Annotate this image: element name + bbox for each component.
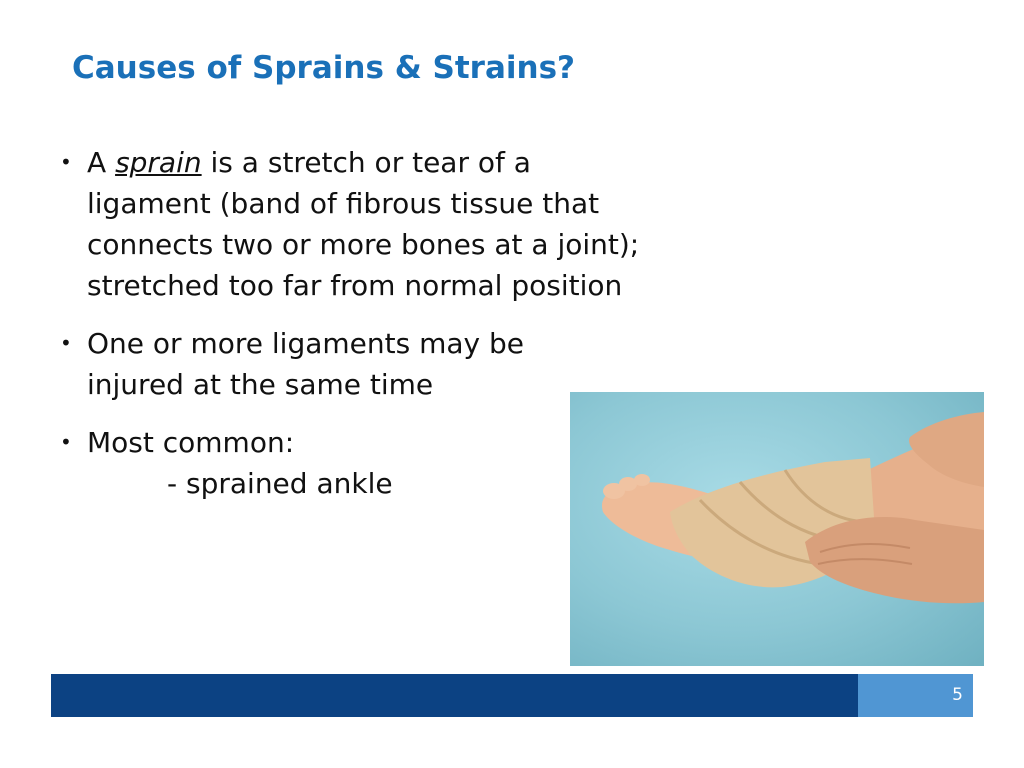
footer-bar — [51, 674, 858, 717]
bandaged-ankle-photo — [570, 392, 984, 666]
hand-shape — [805, 517, 984, 603]
page-number-box — [858, 674, 973, 717]
bullet-text: Most common: — [87, 426, 295, 459]
bullet-text — [87, 142, 647, 306]
bullet-dot: • — [60, 150, 72, 174]
bullet-prefix: A — [87, 146, 116, 179]
bullet-rest: is a stretch or tear of a ligament (band of fibrous tissue that connects two or more bones at a joint); stretched too far from normal position — [87, 146, 640, 302]
bullet-dot: • — [60, 430, 72, 454]
bullet-subline: - sprained ankle — [167, 467, 393, 500]
bullet-dot: • — [60, 331, 72, 355]
sprain-term: sprain — [115, 146, 202, 179]
slide-title: Causes of Sprains & Strains? — [72, 50, 576, 86]
bandaged-ankle-illustration — [570, 392, 984, 666]
bullet-text: One or more ligaments may be injured at the same time — [87, 327, 524, 401]
bullet-sprain-definition — [60, 142, 660, 306]
toe-shape — [634, 474, 650, 486]
page-number: 5 — [952, 685, 963, 705]
